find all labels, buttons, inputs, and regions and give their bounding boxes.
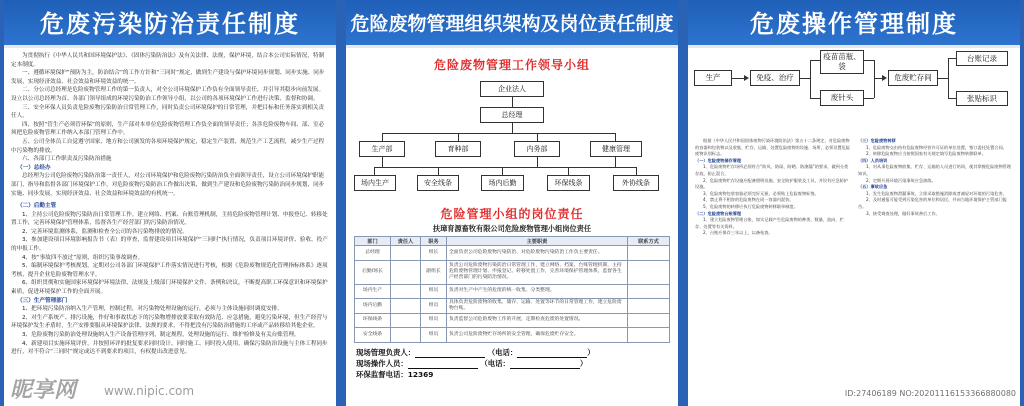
- org-node-general-manager: 总经理: [480, 107, 544, 123]
- table-header: 责任人: [391, 237, 421, 246]
- org-node-health: 健康管理: [590, 141, 642, 157]
- paragraph: 3、参加建设项目环境影响报告书（表）的审查，监督建设项目环境保护“三同时”执行情况，负责项目环境评价、验收、投产的申报工作。: [11, 237, 328, 253]
- flow-node-storage: 危废贮存间: [888, 70, 938, 86]
- manager-label: 现场管理负责人：: [356, 347, 416, 357]
- paragraph: 4、新建项目实施环境评价，并按照环评的批复要求同时设计、同时施工、同时投入使用，确保污染防治设施与主体工程同步进行，对不符合“三同时”规定或达不到要求的项目，有权提出改进意见。: [11, 340, 328, 356]
- org-node-onsite-production: 场内生产: [354, 175, 396, 191]
- duty-title: 危险管理小组的岗位责任: [440, 207, 584, 221]
- table-header: 部门: [355, 237, 391, 246]
- org-chart: [354, 77, 670, 205]
- hotline: 环保监督电话：12369: [356, 369, 434, 379]
- board-title: 危废污染防治责任制度: [4, 0, 336, 48]
- paragraph: 二、分公司总经理是危险废物管理工作的第一负责人，对全公司环境保护工作负有全面领导责任，并引导其稳步向前发展。设立以公司总经理为首、各部门领导组成的环境污染防治工作领导小组，以公司的各项环境保护工作进行决策、监督和协调。: [11, 87, 325, 102]
- paragraph: 4、按“事故四不放过”原则，组织污染事故调查。: [22, 254, 144, 261]
- table-row: 场内后勤 组员 具体负责危险废物的收集、储存、运输、处置等环节的日常管理工作，建立危险废物台账。: [355, 299, 670, 314]
- table-header: 联系方式: [628, 237, 670, 246]
- org-node-internal-affairs: 内务部: [514, 141, 560, 157]
- paragraph: 6、组织贯彻和实施国家环境保护环境法律、法规及上级部门环境保护文件、条例和决议，不断提高职工环保意识和环境保护素质，促进环境保护工作的全面开展。: [11, 280, 328, 296]
- table-row: 场内生产 组员 负责对生产中产生的危废的统一收集、分类整理。: [355, 284, 670, 299]
- paragraph: 六、各部门工作职责及污染防治措施: [22, 156, 112, 163]
- board-body: [4, 48, 336, 357]
- phone-label: （电话：: [487, 347, 518, 357]
- section-heading: （二）后勤主管: [17, 203, 57, 210]
- duty-table: [354, 236, 670, 343]
- section-heading: （一）总经办: [17, 164, 51, 171]
- text-column-right: （三）危险废物转移 1、危险废物交由持有危险废物经营许可证的单位处置，签订委托处置合同。 2、转移危险废物应当按照国家有关规定填写危险废物转移联单。 （四）人员培训 1、对从事危险废物收集、贮存、运输的人员进行培训，使其掌握危险废物管理知识。 2、定期开展环境污染事故应急演练。 （五）事故应急 1、发生危险废物泄漏事故，立即采取措施消除或者减轻对环境的污染危害。 2、及时通报可能受到污染危害的单位和居民，并向当地环境保护主管部门报告。 3、接受调查处理，做好事故善后工作。: [858, 138, 1012, 216]
- operation-text: [688, 136, 1020, 239]
- flow-node-ledger: 台账记录: [956, 51, 1008, 66]
- paragraph: 总经理为公司危险废物污染防治第一责任人，对公司环境保护和危险废物污染防治负全面领导责任，设立公司环境保护职能部门，指导和监督各部门环境保护工作，对危险废物污染防治工作做出决策，做到生产建设和危险废物污染防治同步规划、同步实施、同步发展，实现经济效益、社会效益和环境效益的有机统一。: [11, 173, 325, 197]
- paragraph: 1、主持公司危险废物污染防治日常管理工作。建立网络、档案、台账管理机制，主持危险废物管理计划、申报登记、转移处置工作，完善环境保护管理体系，监督各生产经营部门的污染防治情况。: [11, 211, 328, 227]
- watermark-id: ID:27406189 NO:20201116153366880080: [844, 389, 1016, 398]
- paragraph: 三、安全环保人员负责危险废物污染防治日常管理工作，同时负责公司环境保护的日常管理，并把目标和任务落实到相关责任人。: [11, 104, 325, 120]
- org-node-legal-person: 企业法人: [480, 81, 544, 97]
- paragraph: 3、危险废物污染防治处理设施纳入生产设备管理序列，制定规程，处理设施的运行、维护检修及有关台账管理。: [22, 332, 300, 338]
- operator-label: 现场操作人员：: [356, 358, 408, 368]
- org-node-outsourcing: 外协线条: [613, 175, 659, 191]
- flow-node-treatment: 免疫、治疗: [750, 70, 800, 86]
- org-node-breeding: 育种部: [435, 141, 481, 157]
- table-header: 主要职责: [447, 237, 628, 246]
- org-node-safety: 安全线条: [417, 175, 459, 191]
- org-node-onsite-logistics: 场内后勤: [481, 175, 524, 191]
- watermark-logo: 昵享网: [10, 378, 77, 403]
- org-chart-title: 危险废物管理工作领导小组: [433, 58, 590, 72]
- paragraph: 一、遵循环境保护“预防为主，防治结合”的工作方针和“三同时”规定，做到生产建设与保护环境同步规划、同步实施、同步发展，实现经济效益、社会效益和环境效益的统一。: [11, 70, 325, 85]
- policy-board-organization: [346, 0, 678, 406]
- flow-node-vials: 疫苗苗瓶、袋: [820, 50, 864, 74]
- watermark-url: www.nipic.com: [104, 384, 195, 398]
- signature-block: 现场管理负责人： （电话： ） 现场操作人员： （电话： ） 环保监督电话：12369: [356, 347, 668, 380]
- policy-board-operation: [688, 0, 1020, 406]
- table-row: 后勤/场长 副组长 负责公司危险废物污染防治日常管理工作，建立网络、档案、台账管理机制，主持危险废物管理计划、申报登记、转移处置工作，完善环境保护管理体系，监督各生产经营部门的污染防治情况。: [355, 260, 670, 284]
- paragraph: 为贯彻执行《中华人民共和国环境保护法》、《固体污染防治法》及有关法律、法规，保护环境，结合本公司实际情况，特制定本制度。: [11, 53, 325, 68]
- phone-label: （电话：: [480, 358, 510, 368]
- paragraph: 五、公司全体员工自觉遵守国家、地方和公司颁发的各项环境保护规定，稳定生产装置，规范生产工艺流程，减少生产过程中污染物的排放。: [11, 138, 325, 154]
- flow-node-label: 张贴标识: [956, 91, 1008, 106]
- paragraph: 2、完善环境监测体系，监测和检查全公司的各污染物排放的情况。: [22, 228, 188, 235]
- policy-board-pollution: [4, 0, 336, 406]
- company-line: 扶璋育源畜牧有限公司危险废物管理小组岗位责任: [432, 224, 592, 233]
- section-heading: （三）生产管理部门: [17, 297, 68, 304]
- board-title: 危废操作管理制度: [688, 0, 1020, 48]
- table-header: 职务: [421, 237, 447, 246]
- text-column-left: 根据《中华人民共和国固体废物污染环境防治法》第五十二条规定，对危险废物的容器和包装物以及收集、贮存、运输、处置危险废物的设施、场所，必须设置危险废物识别标志。 （一）危险废物储存管理 1、危险废物贮存场所必须符合“防风、防雨、防晒、防渗漏”的要求，做到分类存放，防止混合。 2、危险废物贮存设施应配备照明设施、安全防护服装及工具，并设有应急防护设施。 3、危险废物包装容器必须完好无损，必须贴上危险废物标签。 4、禁止将不相容的危险废物在同一容器内混装。 5、危险废物的转移应执行危险废物转移联单制度。 （二）危险废物台账管理 1、建立危险废物管理台账，如实记载产生危险废物的种类、数量、流向、贮存、处置等有关资料。 2、台账应保存三年以上，以备检查。: [695, 138, 850, 236]
- paragraph: 1、把环境污染防治纳入生产管理，控制过程，对污染物处理设施的运行，必须与主体设施同时调度安排。: [22, 306, 283, 313]
- table-row: 安全线条 组员 负责公司危险废物贮存场所的安全管理，确保危废贮存安全。: [355, 328, 670, 343]
- paragraph: 5、编制环境保护考核规划，定期对公司各部门环境保护工作落实情况进行考核，根据《危险废物规范化管理指标体系》逐项考核，提升企业危险废物管理水平。: [11, 263, 328, 278]
- board-title: 危险废物管理组织架构及岗位责任制度: [346, 0, 678, 48]
- flow-node-produce: 生产: [694, 70, 732, 86]
- table-row: 环保线条 组员 负责监督公司危险废物工作的开展，定期检查危废的处置情况。: [355, 313, 670, 328]
- process-flow: [688, 48, 1020, 136]
- paragraph: 2、对生产系统产、排污设施，作好和事故状态下的污染物增排放要采取有效防范、应急措施，避免污染环境，但生产经营与环境保护发生矛盾时，生产安排要服从环境保护法律、法规的要求，不得把没有污染防治措施的工序或产品转移给其他企业。: [11, 314, 328, 330]
- table-row: 总经理 组长 全面负责公司危险废物污染防治、对危险废物污染防治工作负主要责任。: [355, 246, 670, 261]
- paragraph: 四、按照“管生产必须管环保”的原则，生产部对本单位危险废物管理工作负全面的领导责任；各涉危险废物车间、部、室必须把危险废物管理工作纳入本部门管理工作中。: [11, 121, 325, 137]
- org-node-production: 生产部: [359, 141, 405, 157]
- org-node-environment: 环保线条: [547, 175, 590, 191]
- flow-node-needles: 废针头: [820, 90, 864, 106]
